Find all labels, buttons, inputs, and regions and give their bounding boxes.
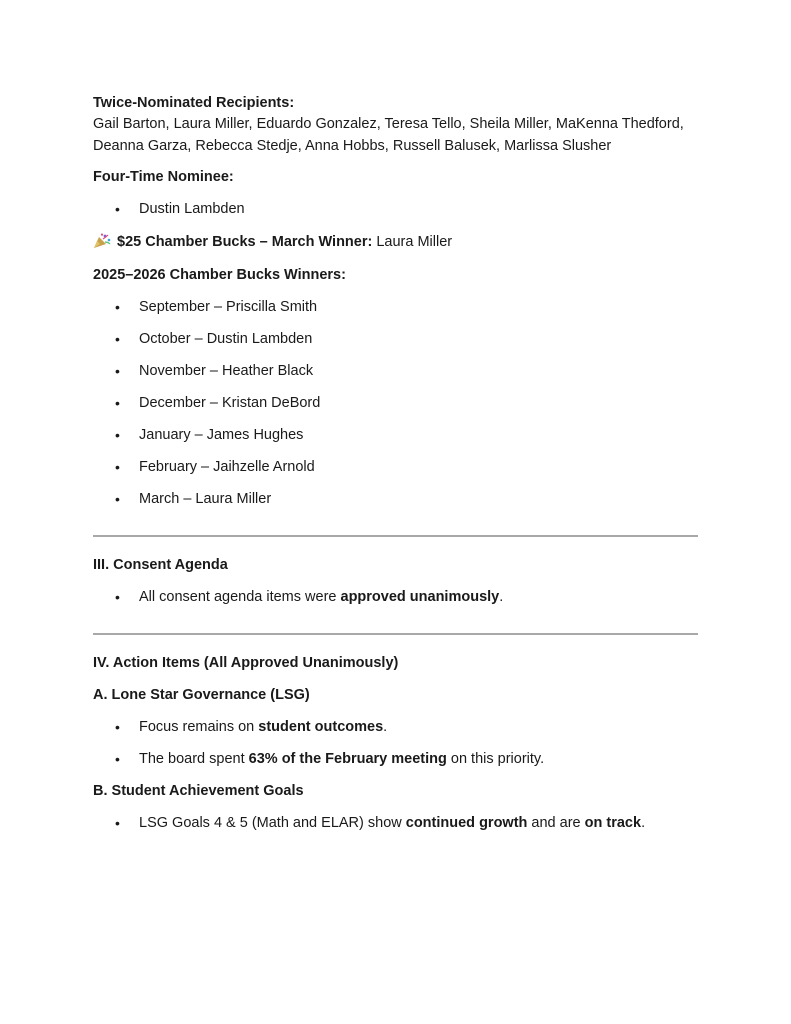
list-item (93, 813, 698, 833)
section-divider (93, 633, 698, 635)
list-item (93, 587, 698, 607)
consent-agenda-heading: III. Consent Agenda (93, 557, 228, 573)
text-run: All consent agenda items were (139, 589, 341, 605)
list-item: • October – Dustin Lambden (93, 329, 698, 349)
text-run: LSG Goals 4 & 5 (Math and ELAR) show (139, 815, 406, 831)
emphasis-text: approved unanimously (340, 589, 500, 605)
emphasis-text: on track (584, 815, 642, 831)
march-winner-label: $25 Chamber Bucks – March Winner: (117, 234, 373, 250)
march-winner-name: Laura Miller (372, 234, 453, 250)
action-items-heading: IV. Action Items (All Approved Unanimously) (93, 655, 399, 671)
text-run: Focus remains on (139, 719, 259, 735)
emphasis-text: continued growth (405, 815, 528, 831)
student-achievement-list (93, 813, 698, 833)
list-item: • February – Jaihzelle Arnold (93, 457, 698, 477)
list-item: • November – Heather Black (93, 361, 698, 381)
emphasis-text: 63% of the February meeting (248, 751, 447, 767)
four-time-list (93, 199, 698, 219)
emphasis-text: student outcomes (258, 719, 384, 735)
section-divider (93, 535, 698, 537)
list-item: • September – Priscilla Smith (93, 297, 698, 317)
consent-agenda-list (93, 587, 698, 607)
text-run: . (383, 719, 388, 735)
list-item (93, 749, 698, 769)
text-run: The board spent (139, 751, 249, 767)
list-item (93, 717, 698, 737)
twice-nominated-names-line-2: Deanna Garza, Rebecca Stedje, Anna Hobbs, Russell Balusek, Marlissa Slusher (93, 138, 612, 154)
text-run: . (499, 589, 504, 605)
student-achievement-heading: B. Student Achievement Goals (93, 783, 304, 799)
list-item: • March – Laura Miller (93, 489, 698, 509)
twice-nominated-heading: Twice-Nominated Recipients: (93, 95, 295, 111)
text-run: on this priority. (446, 751, 545, 767)
four-time-heading: Four-Time Nominee: (93, 169, 234, 185)
list-item: • Dustin Lambden (93, 199, 698, 219)
list-item: • January – James Hughes (93, 425, 698, 445)
document-page (93, 93, 698, 833)
lsg-list (93, 717, 698, 769)
march-winner-line (93, 231, 698, 253)
text-run: and are (527, 815, 585, 831)
text-run: . (641, 815, 646, 831)
twice-nominated-names-line-1: Gail Barton, Laura Miller, Eduardo Gonzalez, Teresa Tello, Sheila Miller, MaKenna Thedford, (93, 116, 684, 132)
list-item: • December – Kristan DeBord (93, 393, 698, 413)
chamber-bucks-winners-heading: 2025–2026 Chamber Bucks Winners: (93, 267, 346, 283)
party-popper-icon (93, 233, 111, 249)
chamber-bucks-winners-list (93, 297, 698, 509)
lsg-heading: A. Lone Star Governance (LSG) (93, 687, 310, 703)
